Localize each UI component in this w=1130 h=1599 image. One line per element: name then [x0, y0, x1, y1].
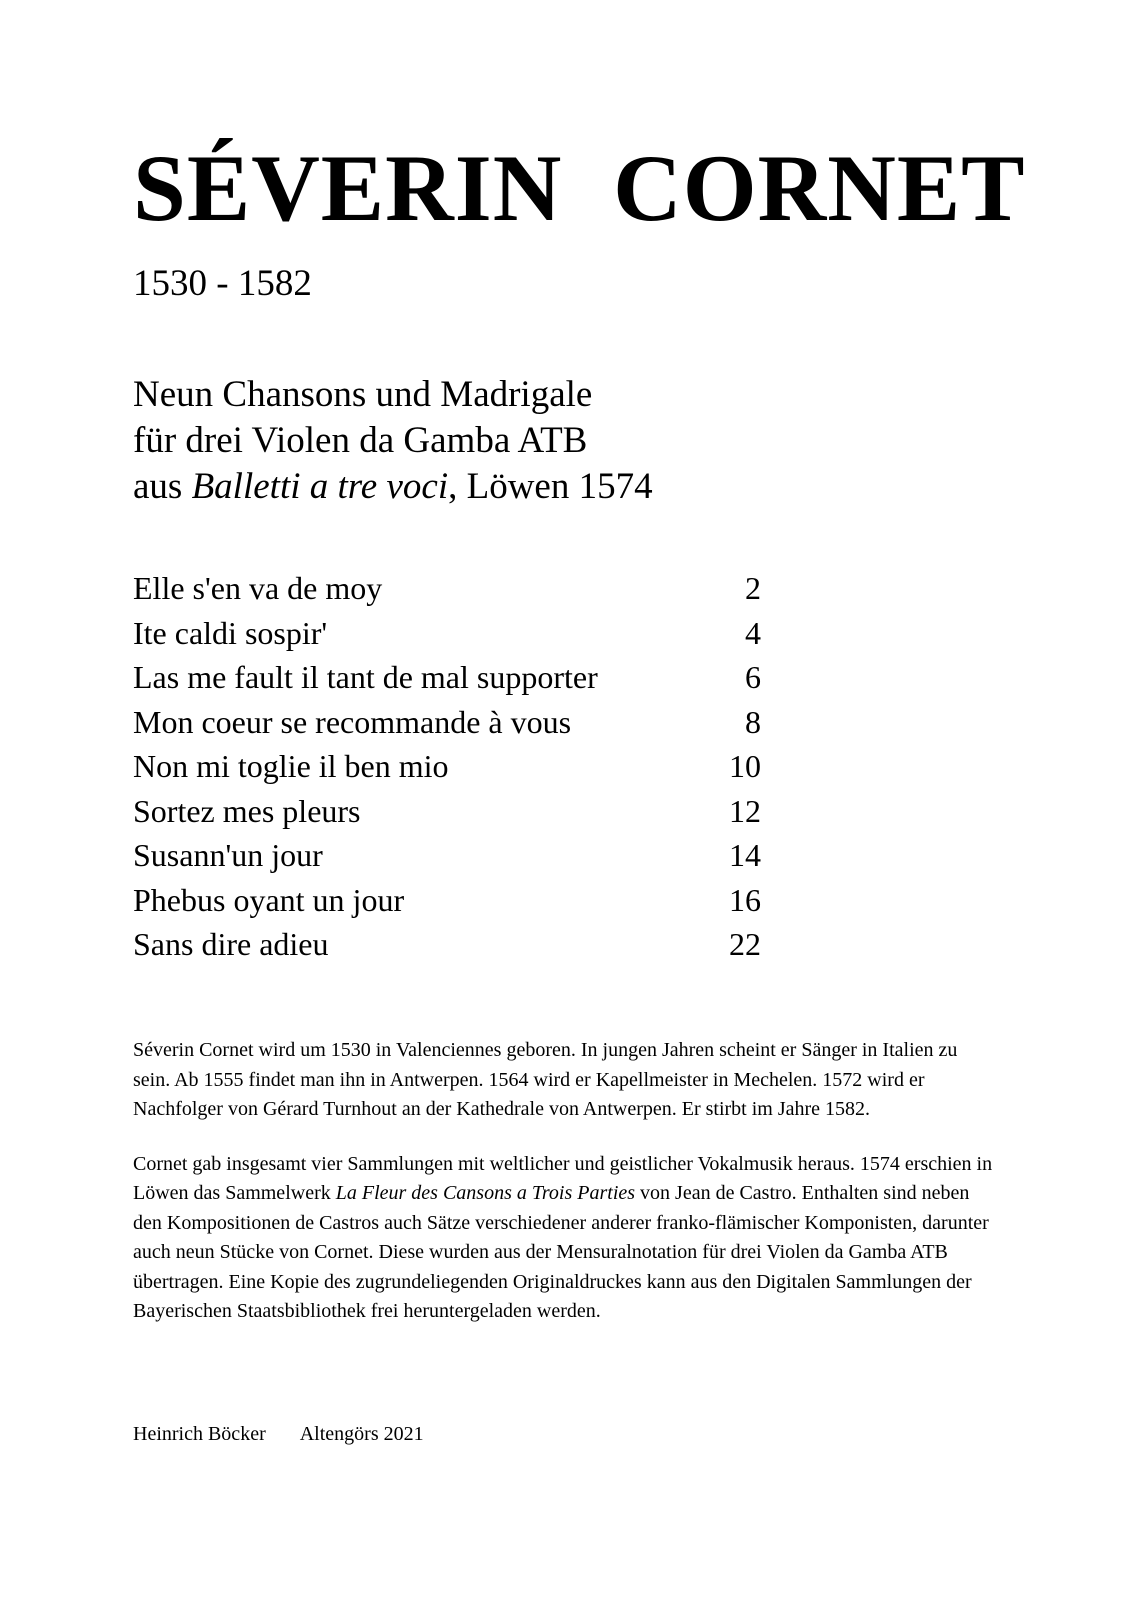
footer-place-year: Altengörs 2021 [299, 1423, 424, 1445]
toc-title: Phebus oyant un jour [133, 881, 405, 918]
subtitle-source-title: Balletti a tre voci [191, 466, 449, 507]
toc-title: Sans dire adieu [133, 926, 329, 962]
toc-page: 6 [745, 659, 761, 695]
footer-signature [133, 1420, 424, 1450]
subtitle-line-1: Neun Chansons und Madrigale [133, 374, 593, 415]
toc-page: 12 [729, 792, 761, 829]
toc-page: 2 [745, 570, 761, 606]
toc-title: Las me fault il tant de mal supporter [133, 659, 598, 695]
subtitle-line-3-prefix: aus [133, 466, 192, 507]
toc-title: Non mi toglie il ben mio [133, 748, 449, 784]
toc-title: Susann'un jour [133, 837, 323, 873]
toc-page: 4 [745, 614, 761, 651]
toc-row [133, 744, 761, 789]
biography [133, 1036, 993, 1352]
bio-source-title: La Fleur des Cansons a Trois Parties [335, 1182, 636, 1204]
composer-dates: 1530 - 1582 [133, 263, 312, 304]
toc-title: Ite caldi sospir' [133, 614, 328, 651]
table-of-contents [133, 566, 761, 967]
footer-author: Heinrich Böcker [133, 1423, 266, 1445]
composer-title: SÉVERIN CORNET [133, 135, 1026, 241]
toc-page: 8 [745, 703, 761, 740]
toc-row [133, 878, 761, 923]
toc-row [133, 789, 761, 834]
toc-row [133, 655, 761, 700]
toc-row [133, 566, 761, 611]
bio-paragraph-1: Séverin Cornet wird um 1530 in Valenciennes geboren. In jungen Jahren scheint er Sänger in Italien zu sein. Ab 1555 findet man ihn in Antwerpen. 1564 wird er Kapellmeister in Mechelen. 1572 wird er Nachfolger von Gérard Turnhout an der Kathedrale von Antwerpen. Er stirbt im Jahre 1582. [133, 1039, 958, 1120]
toc-row [133, 700, 761, 745]
bio-paragraph-2-start: Cornet gab insgesamt vier Sammlungen mit weltlicher und geistlicher Vokalmusik heraus. 1574 erschien in Löwen das Sammelwerk [133, 1152, 993, 1204]
toc-page: 22 [729, 926, 761, 962]
bio-paragraph-2-end: von Jean de Castro. Enthalten sind neben den Kompositionen de Castros auch Sätze verschiedener anderer franko-flämischer Komponisten, darunter auch neun Stücke von Cornet. Diese wurden aus der Mensuralnotation für drei Violen da Gamba ATB übertragen. Eine Kopie des zugrundeliegenden Originaldruckes kann aus den Digitalen Sammlungen der Bayerischen Staatsbibliothek frei heruntergeladen werden. [133, 1182, 989, 1322]
toc-title: Elle s'en va de moy [133, 570, 383, 606]
toc-page: 14 [729, 837, 761, 873]
toc-page: 10 [729, 748, 761, 784]
toc-page: 16 [729, 881, 761, 918]
toc-title: Sortez mes pleurs [133, 792, 361, 829]
subtitle-line-3-suffix: , Löwen 1574 [448, 466, 653, 507]
bio-paragraph-2 [133, 1150, 993, 1327]
collection-subtitle [133, 372, 653, 510]
toc-row [133, 922, 761, 967]
subtitle-line-3 [133, 464, 653, 510]
subtitle-line-2: für drei Violen da Gamba ATB [133, 420, 588, 461]
toc-row [133, 833, 761, 878]
toc-row [133, 611, 761, 656]
toc-title: Mon coeur se recommande à vous [133, 703, 572, 740]
